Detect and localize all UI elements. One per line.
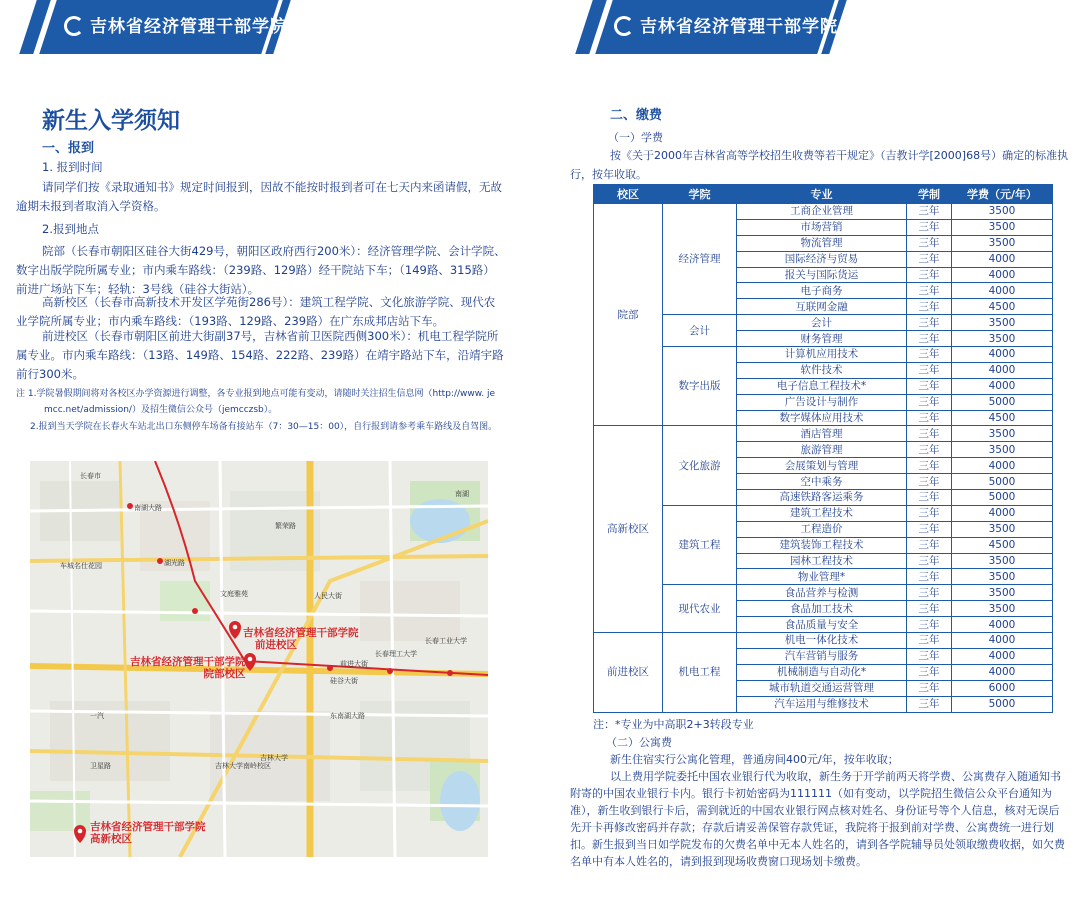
- pin-label-qianjin: [243, 627, 359, 651]
- cell-years: 三年: [907, 490, 952, 506]
- cell-years: 三年: [907, 347, 952, 363]
- cell-major: 会计: [737, 315, 907, 331]
- cell-years: 三年: [907, 601, 952, 617]
- header-years: 学制: [907, 185, 952, 204]
- cell-college: 经济管理: [663, 204, 737, 315]
- map-label: 南湖: [455, 490, 469, 498]
- cell-college: 建筑工程: [663, 505, 737, 584]
- cell-fee: 4000: [952, 458, 1053, 474]
- cell-college: 文化旅游: [663, 426, 737, 505]
- pin-label-line: 高新校区: [90, 833, 132, 845]
- paragraph-time: 请同学们按《录取通知书》规定时间报到，因故不能按时报到者可在七天内来函请假，无故逾期未报到者取消入学资格。: [16, 180, 502, 213]
- cell-fee: 4000: [952, 617, 1053, 633]
- cell-years: 三年: [907, 251, 952, 267]
- cell-major: 机电一体化技术: [737, 633, 907, 649]
- map-label: 长春理工大学: [375, 650, 417, 658]
- cell-major: 食品营养与检测: [737, 585, 907, 601]
- cell-years: 三年: [907, 426, 952, 442]
- cell-major: 酒店管理: [737, 426, 907, 442]
- map-graphic: [30, 461, 488, 857]
- map-label: 前进大街: [340, 660, 368, 668]
- map-label: 东南湖大路: [330, 712, 365, 720]
- cell-fee: 3500: [952, 585, 1053, 601]
- section-heading-registration: 一、报到: [42, 141, 95, 156]
- cell-fee: 3500: [952, 601, 1053, 617]
- cell-years: 三年: [907, 458, 952, 474]
- pin-label-gaoxin: [90, 821, 206, 845]
- cell-fee: 5000: [952, 490, 1053, 506]
- cell-fee: 3500: [952, 235, 1053, 251]
- cell-fee: 3500: [952, 553, 1053, 569]
- cell-major: 计算机应用技术: [737, 347, 907, 363]
- pin-label-line: 吉林省经济管理干部学院: [130, 656, 246, 668]
- cell-major: 机械制造与自动化*: [737, 664, 907, 680]
- cell-major: 汽车营销与服务: [737, 648, 907, 664]
- cell-years: 三年: [907, 648, 952, 664]
- cell-years: 三年: [907, 442, 952, 458]
- cell-fee: 4000: [952, 633, 1053, 649]
- cell-major: 工程造价: [737, 521, 907, 537]
- cell-fee: 4500: [952, 299, 1053, 315]
- cell-campus: 院部: [594, 204, 663, 426]
- banner-title: 吉林省经济管理干部学院: [90, 17, 288, 37]
- cell-years: 三年: [907, 537, 952, 553]
- cell-college: 现代农业: [663, 585, 737, 633]
- cell-fee: 3500: [952, 219, 1053, 235]
- table-row: [594, 204, 1053, 220]
- cell-major: 食品质量与安全: [737, 617, 907, 633]
- cell-major: 城市轨道交通运营管理: [737, 680, 907, 696]
- table-row: [594, 505, 1053, 521]
- cell-major: 软件技术: [737, 362, 907, 378]
- cell-years: 三年: [907, 553, 952, 569]
- cell-years: 三年: [907, 680, 952, 696]
- campus-map[interactable]: [30, 461, 488, 857]
- paragraph-gaoxin-campus: 高新校区（长春市高新技术开发区学苑街286号）：建筑工程学院、文化旅游学院、现代农业学院所属专业；市内乘车路线：（193路、129路、239路）在广东成邦店站下车。: [16, 295, 496, 328]
- cell-fee: 4000: [952, 505, 1053, 521]
- cell-fee: 4000: [952, 251, 1053, 267]
- cell-years: 三年: [907, 219, 952, 235]
- header-college: 学院: [663, 185, 737, 204]
- cell-major: 物业管理*: [737, 569, 907, 585]
- banner-title: 吉林省经济管理干部学院: [640, 17, 838, 37]
- cell-college: 机电工程: [663, 633, 737, 712]
- right-page: [548, 0, 1086, 910]
- sub-heading-time: 1. 报到时间: [42, 160, 103, 174]
- cell-major: 食品加工技术: [737, 601, 907, 617]
- table-row: [594, 347, 1053, 363]
- cell-fee: 4500: [952, 537, 1053, 553]
- cell-fee: 3500: [952, 521, 1053, 537]
- pin-label-line: 吉林省经济管理干部学院: [90, 821, 206, 833]
- cell-fee: 3500: [952, 331, 1053, 347]
- cell-fee: 4000: [952, 362, 1053, 378]
- tuition-table: [593, 184, 1053, 713]
- cell-years: 三年: [907, 696, 952, 712]
- cell-major: 国际经济与贸易: [737, 251, 907, 267]
- cell-fee: 4000: [952, 267, 1053, 283]
- cell-campus: 高新校区: [594, 426, 663, 633]
- cell-major: 互联网金融: [737, 299, 907, 315]
- header-fee: 学费（元/年）: [952, 185, 1053, 204]
- table-row: [594, 315, 1053, 331]
- table-footnote: 注：*专业为中高职2+3转段专业: [593, 718, 754, 731]
- cell-fee: 4000: [952, 347, 1053, 363]
- cell-major: 市场营销: [737, 219, 907, 235]
- pin-label-main: [130, 656, 246, 680]
- paragraph-main-campus: 院部（长春市朝阳区硅谷大街429号，朝阳区政府西行200米）：经济管理学院、会计学院、数字出版学院所属专业；市内乘车路线：（239路、129路）经干院站下车；（149路、315路）前进广场站下车；轻轨：3号线（硅谷大街站）。: [16, 244, 506, 296]
- cell-years: 三年: [907, 664, 952, 680]
- cell-years: 三年: [907, 235, 952, 251]
- cell-years: 三年: [907, 299, 952, 315]
- pin-label-line: 前进校区: [255, 639, 297, 651]
- cell-years: 三年: [907, 204, 952, 220]
- cell-campus: 前进校区: [594, 633, 663, 712]
- college-logo-icon: [64, 16, 84, 36]
- map-label: 繁荣路: [275, 522, 296, 530]
- cell-college: 数字出版: [663, 347, 737, 426]
- cell-college: 会计: [663, 315, 737, 347]
- cell-major: 电子商务: [737, 283, 907, 299]
- cell-major: 数字媒体应用技术: [737, 410, 907, 426]
- note-1-continued: mcc.net/admission/）及招生微信公众号（jemcczsb）。: [44, 405, 278, 415]
- paragraph-bank: 以上费用学院委托中国农业银行代为收取，新生务于开学前两天将学费、公寓费存入随通知书附寄的中国农业银行卡内。银行卡初始密码为111111（如有变动，以学院招生微信公众平台通知为准），新生收到银行卡后，需到就近的中国农业银行网点核对姓名、身份证号等个人信息，核对无误后先开卡再修改密码并存款；存款后请妥善保管存款凭证，我院将于报到前对学费、公寓费统一进行划扣。新生报到当日如学院发布的欠费名单中无本人姓名的，请到各学院辅导员处领取缴费收据，如欠费名单中有本人姓名的，请到报到现场收费窗口现场划卡缴费。: [570, 770, 1065, 868]
- cell-years: 三年: [907, 267, 952, 283]
- cell-fee: 4000: [952, 664, 1053, 680]
- map-label: 长春市: [80, 472, 101, 480]
- cell-fee: 5000: [952, 696, 1053, 712]
- cell-major: 广告设计与制作: [737, 394, 907, 410]
- cell-years: 三年: [907, 394, 952, 410]
- cell-fee: 3500: [952, 426, 1053, 442]
- left-page: [0, 0, 530, 910]
- cell-years: 三年: [907, 378, 952, 394]
- map-label: 长春工业大学: [425, 637, 467, 645]
- cell-years: 三年: [907, 410, 952, 426]
- cell-years: 三年: [907, 362, 952, 378]
- cell-major: 物流管理: [737, 235, 907, 251]
- header-major: 专业: [737, 185, 907, 204]
- table-row: [594, 633, 1053, 649]
- pin-label-line: 吉林省经济管理干部学院: [243, 627, 359, 639]
- college-logo-icon: [614, 16, 634, 36]
- cell-years: 三年: [907, 474, 952, 490]
- cell-fee: 4000: [952, 648, 1053, 664]
- cell-major: 财务管理: [737, 331, 907, 347]
- map-label: 文庭雅苑: [220, 590, 248, 598]
- sub-heading-location: 2.报到地点: [42, 222, 99, 236]
- cell-major: 高速铁路客运乘务: [737, 490, 907, 506]
- cell-years: 三年: [907, 505, 952, 521]
- map-label: 人民大街: [314, 592, 342, 600]
- cell-years: 三年: [907, 283, 952, 299]
- map-label: 吉林大学: [260, 754, 288, 762]
- cell-fee: 5000: [952, 394, 1053, 410]
- table-body: [594, 204, 1053, 713]
- cell-fee: 3500: [952, 315, 1053, 331]
- cell-major: 电子信息工程技术*: [737, 378, 907, 394]
- cell-years: 三年: [907, 633, 952, 649]
- note-1: 注 1.学院暑假期间将对各校区办学资源进行调整，各专业报到地点可能有变动，请随时关注招生信息网（http://www. je: [16, 389, 496, 399]
- cell-major: 建筑工程技术: [737, 505, 907, 521]
- cell-years: 三年: [907, 585, 952, 601]
- map-label: 一汽: [90, 712, 104, 720]
- cell-fee: 6000: [952, 680, 1053, 696]
- cell-major: 汽车运用与维修技术: [737, 696, 907, 712]
- cell-fee: 4000: [952, 378, 1053, 394]
- table-row: [594, 585, 1053, 601]
- cell-years: 三年: [907, 569, 952, 585]
- cell-fee: 4500: [952, 410, 1053, 426]
- paragraph-qianjin-campus: 前进校区（长春市朝阳区前进大街副37号，吉林省前卫医院西侧300米）：机电工程学院所属专业。市内乘车路线：（13路、149路、154路、222路、239路）在靖宇路站下车，沿靖宇路前行300米。: [16, 329, 504, 381]
- cell-fee: 3500: [952, 442, 1053, 458]
- cell-major: 园林工程技术: [737, 553, 907, 569]
- section-heading-fees: 二、缴费: [610, 108, 663, 123]
- cell-major: 建筑装饰工程技术: [737, 537, 907, 553]
- cell-major: 报关与国际货运: [737, 267, 907, 283]
- table-header-row: [594, 185, 1053, 204]
- cell-fee: 3500: [952, 204, 1053, 220]
- cell-major: 旅游管理: [737, 442, 907, 458]
- table-row: [594, 426, 1053, 442]
- map-label: 卫星路: [90, 762, 111, 770]
- pin-label-line: 院部校区: [203, 668, 246, 680]
- sub-heading-dorm: （二）公寓费: [606, 736, 672, 749]
- cell-years: 三年: [907, 315, 952, 331]
- note-2: 2.报到当天学院在长春火车站北出口东侧停车场备有接站车（7：30—15：00），自行报到请参考乘车路线及自驾图。: [30, 422, 498, 432]
- cell-major: 空中乘务: [737, 474, 907, 490]
- header-campus: 校区: [594, 185, 663, 204]
- right-banner: [548, 0, 848, 54]
- cell-years: 三年: [907, 331, 952, 347]
- paragraph-dorm: 新生住宿实行公寓化管理，普通房间400元/年，按年收取；: [610, 753, 899, 766]
- map-label: 硅谷大街: [330, 677, 358, 685]
- map-label: 吉林大学南岭校区: [215, 762, 271, 770]
- left-banner: [0, 0, 300, 54]
- cell-fee: 5000: [952, 474, 1053, 490]
- cell-major: 会展策划与管理: [737, 458, 907, 474]
- cell-years: 三年: [907, 521, 952, 537]
- cell-fee: 3500: [952, 569, 1053, 585]
- map-label: 车城名仕花园: [60, 562, 102, 570]
- map-label: 湖光路: [164, 559, 185, 567]
- sub-heading-tuition: （一）学费: [608, 131, 663, 144]
- map-label: 南湖大路: [134, 504, 162, 512]
- cell-major: 工商企业管理: [737, 204, 907, 220]
- page-title: 新生入学须知: [42, 108, 180, 134]
- paragraph-tuition: 按《关于2000年吉林省高等学校招生收费等若干规定》（吉教计学[2000]68号）确定的标准执行，按年收取。: [570, 149, 1069, 181]
- cell-years: 三年: [907, 617, 952, 633]
- cell-fee: 4000: [952, 283, 1053, 299]
